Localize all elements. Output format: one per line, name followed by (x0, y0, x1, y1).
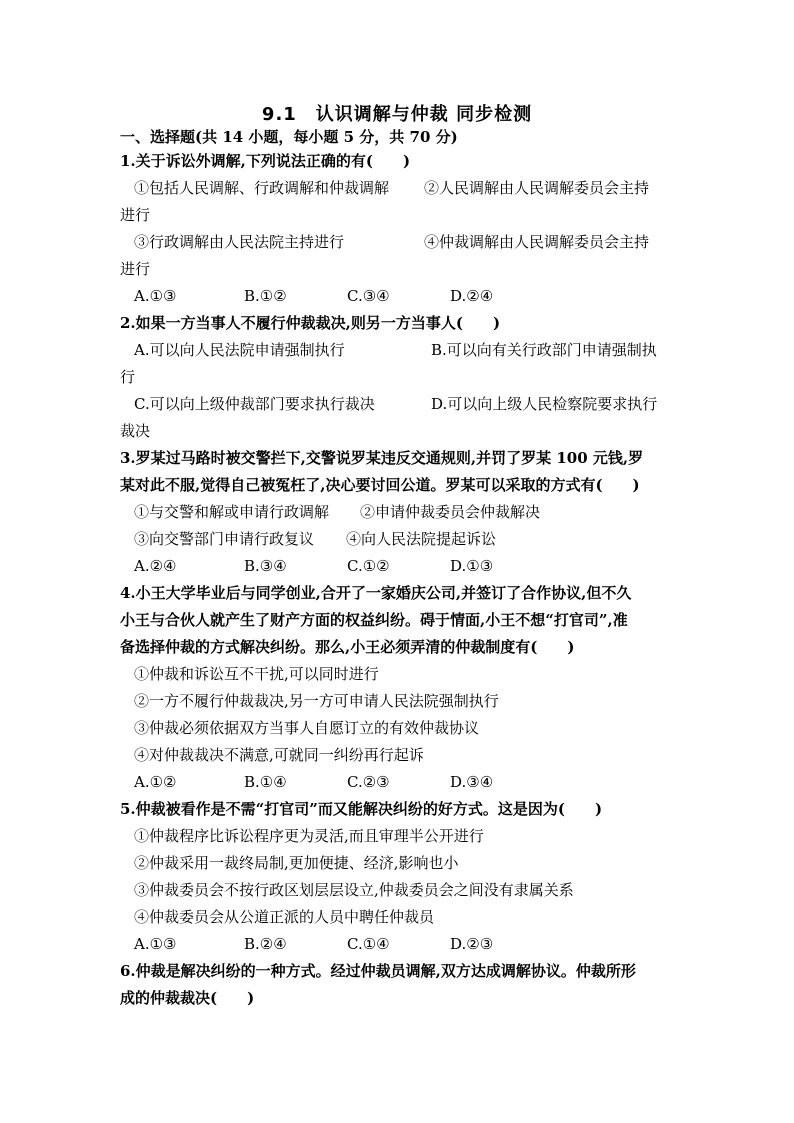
question-6 (120, 958, 680, 1012)
answer-options (120, 931, 680, 958)
answer-options (120, 283, 680, 310)
option-d: D.可以向上级人民检察院要求执行 (431, 395, 658, 413)
statement: ①仲裁和诉讼互不干扰,可以同时进行 (134, 665, 379, 683)
option-d: D.①③ (450, 557, 494, 575)
option-b: B.②④ (244, 935, 287, 953)
option-b: B.①④ (244, 773, 287, 791)
statement: ③仲裁必须依据双方当事人自愿订立的有效仲裁协议 (134, 719, 480, 737)
question-stem: 2.如果一方当事人不履行仲裁裁决,则另一方当事人( ) (120, 314, 501, 332)
question-stem: 5.仲裁被看作是不需“打官司”而又能解决纠纷的好方式。这是因为( ) (120, 800, 603, 818)
statement-row (120, 229, 680, 256)
statement: ②一方不履行仲裁裁决,另一方可申请人民法院强制执行 (134, 692, 499, 710)
answer-options (120, 769, 680, 796)
option-row (120, 337, 680, 364)
option-d: D.②③ (450, 935, 494, 953)
statement: ②人民调解由人民调解委员会主持 (424, 179, 650, 197)
statement: ④仲裁委员会从公道正派的人员中聘任仲裁员 (134, 908, 435, 926)
option-continuation: 裁决 (120, 422, 151, 440)
option-b: B.可以向有关行政部门申请强制执 (431, 341, 657, 359)
option-a: A.②④ (134, 557, 177, 575)
option-continuation: 行 (120, 368, 136, 386)
option-d: D.③④ (450, 773, 494, 791)
question-1 (120, 148, 680, 310)
question-5 (120, 796, 680, 958)
question-stem: 6.仲裁是解决纠纷的一种方式。经过仲裁员调解,双方达成调解协议。仲裁所形 (120, 962, 636, 980)
question-stem: 成的仲裁裁决( ) (120, 989, 255, 1007)
question-stem: 3.罗某过马路时被交警拦下,交警说罗某违反交通规则,并罚了罗某 100 元钱,罗 (120, 449, 644, 467)
statement: ③行政调解由人民法院主持进行 (134, 233, 345, 251)
option-c: C.①② (347, 557, 390, 575)
question-stem: 某对此不服,觉得自己被冤枉了,决心要讨回公道。罗某可以采取的方式有( ) (120, 476, 640, 494)
question-stem: 4.小王大学毕业后与同学创业,合开了一家婚庆公司,并签订了合作协议,但不久 (120, 584, 632, 602)
question-stem: 1.关于诉讼外调解,下列说法正确的有( ) (120, 152, 411, 170)
question-2 (120, 310, 680, 445)
option-a: A.可以向人民法院申请强制执行 (134, 341, 345, 359)
option-row (120, 391, 680, 418)
option-a: A.①③ (134, 287, 177, 305)
statement-continuation: 进行 (120, 260, 151, 278)
statement: ①与交警和解或申请行政调解 (134, 503, 330, 521)
statement: ②申请仲裁委员会仲裁解决 (360, 503, 541, 521)
page-title: 9.1 认识调解与仲裁 同步检测 (261, 104, 533, 125)
section-heading: 一、选择题(共 14 小题，每小题 5 分，共 70 分) (120, 128, 458, 146)
statement: ④对仲裁裁决不满意,可就同一纠纷再行起诉 (134, 746, 424, 764)
question-3 (120, 445, 680, 580)
answer-options (120, 553, 680, 580)
statement: ③向交警部门申请行政复议 (134, 530, 315, 548)
statement-row (120, 526, 680, 553)
question-stem: 小王与合伙人就产生了财产方面的权益纠纷。碍于情面,小王不想“打官司”,准 (120, 611, 628, 629)
statement: ③仲裁委员会不按行政区划层层设立,仲裁委员会之间没有隶属关系 (134, 881, 574, 899)
option-a: A.①③ (134, 935, 177, 953)
option-b: B.①② (244, 287, 287, 305)
statement-row (120, 499, 680, 526)
statement-continuation: 进行 (120, 206, 151, 224)
statement: ②仲裁采用一裁终局制,更加便捷、经济,影响也小 (134, 854, 459, 872)
statement: ①仲裁程序比诉讼程序更为灵活,而且审理半公开进行 (134, 827, 484, 845)
question-4 (120, 580, 680, 796)
option-c: C.③④ (347, 287, 390, 305)
statement: ④仲裁调解由人民调解委员会主持 (424, 233, 650, 251)
option-c: C.②③ (347, 773, 390, 791)
option-d: D.②④ (450, 287, 494, 305)
statement: ④向人民法院提起诉讼 (346, 530, 497, 548)
statement: ①包括人民调解、行政调解和仲裁调解 (134, 179, 390, 197)
option-b: B.③④ (244, 557, 287, 575)
question-stem: 备选择仲裁的方式解决纠纷。那么,小王必须弄清的仲裁制度有( ) (120, 638, 575, 656)
option-a: A.①② (134, 773, 177, 791)
option-c: C.可以向上级仲裁部门要求执行裁决 (134, 395, 375, 413)
option-c: C.①④ (347, 935, 390, 953)
statement-row (120, 175, 680, 202)
